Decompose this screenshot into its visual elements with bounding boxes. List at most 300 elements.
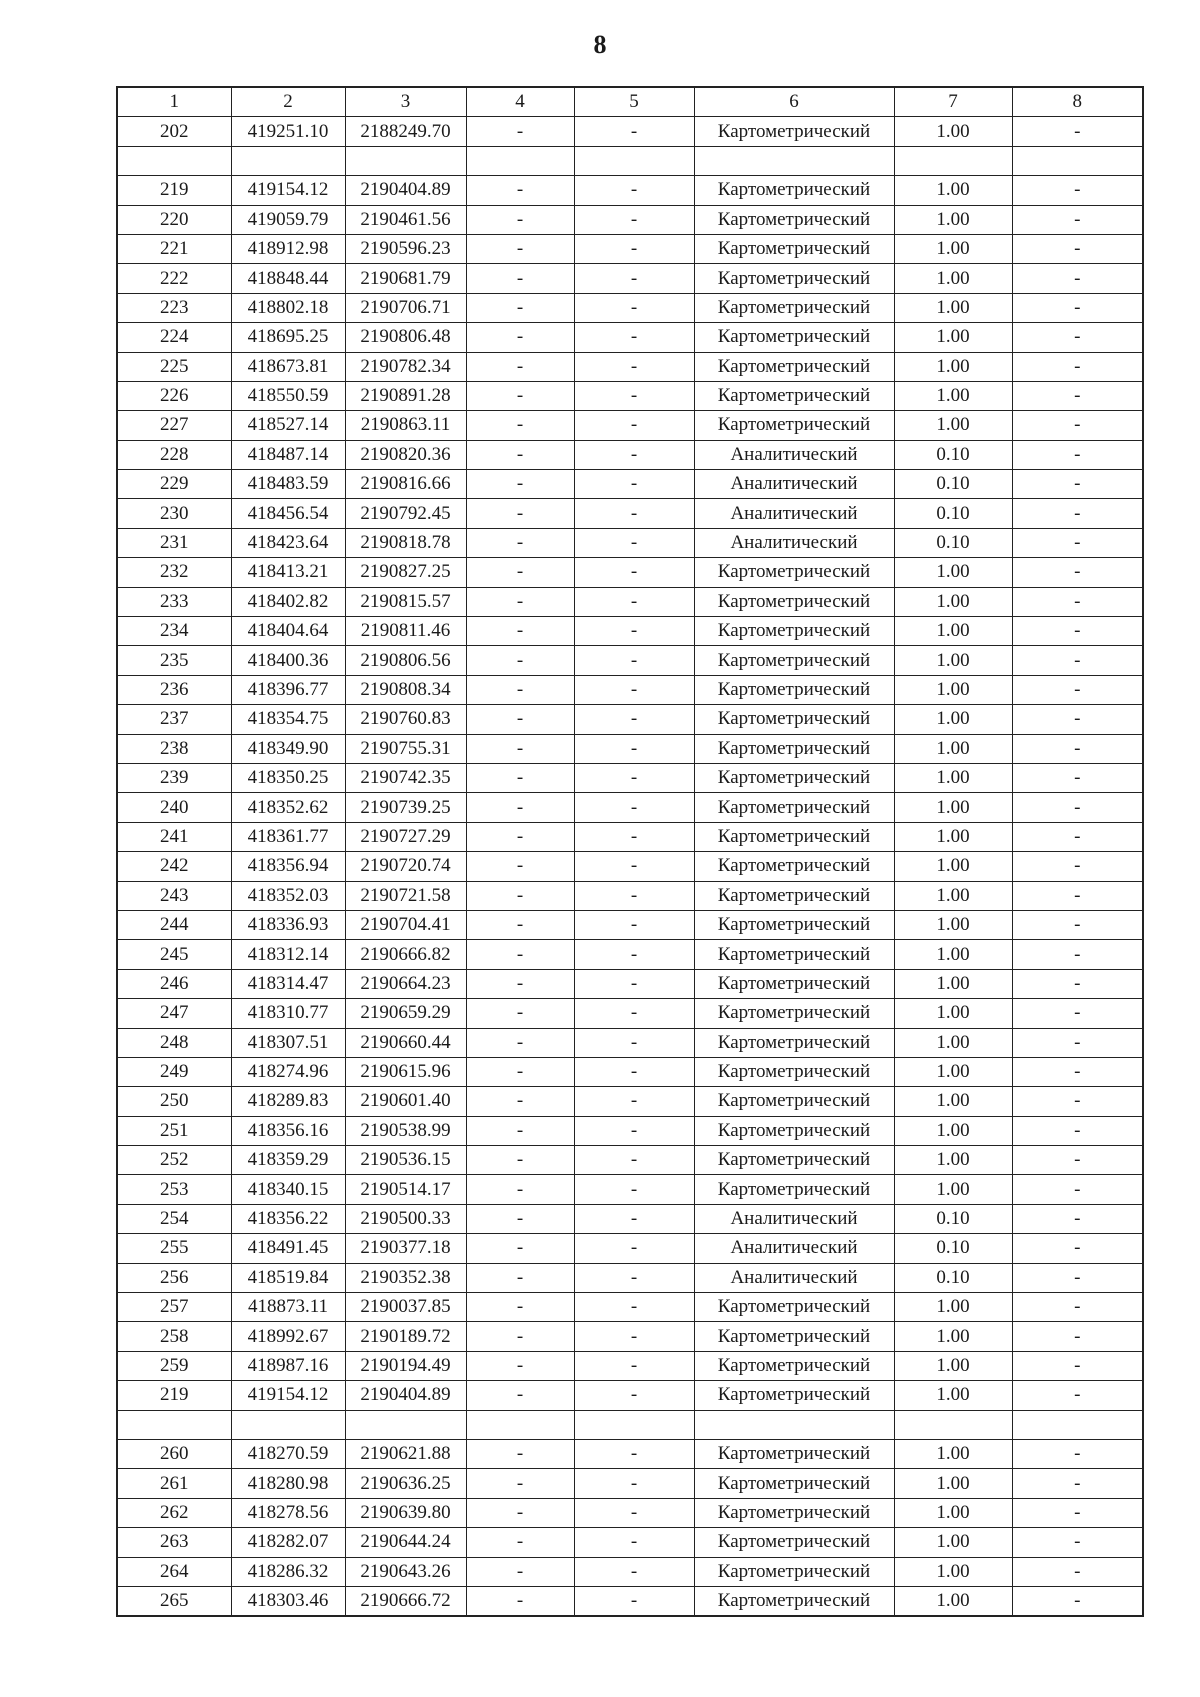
column-header: 3 — [345, 87, 466, 117]
table-row — [117, 293, 1143, 322]
table-cell: - — [574, 1498, 694, 1527]
table-cell: 2190742.35 — [345, 763, 466, 792]
table-cell: - — [1012, 1528, 1143, 1557]
table-cell: - — [574, 1116, 694, 1145]
table-cell: 418519.84 — [231, 1263, 345, 1292]
table-row — [117, 1293, 1143, 1322]
table-row — [117, 793, 1143, 822]
table-cell: 418402.82 — [231, 587, 345, 616]
table-cell: - — [466, 470, 574, 499]
table-cell: - — [574, 1234, 694, 1263]
table-cell: Картометрический — [694, 323, 894, 352]
table-cell: - — [1012, 852, 1143, 881]
table-cell: Картометрический — [694, 1146, 894, 1175]
table-cell: - — [1012, 1175, 1143, 1204]
table-cell: Картометрический — [694, 205, 894, 234]
table-cell: - — [1012, 1351, 1143, 1380]
table-cell: - — [574, 1263, 694, 1292]
table-cell: - — [466, 1204, 574, 1233]
table-cell: 236 — [117, 675, 231, 704]
table-cell: Картометрический — [694, 1322, 894, 1351]
table-cell: 418992.67 — [231, 1322, 345, 1351]
table-cell: 1.00 — [894, 763, 1012, 792]
table-cell: 2190660.44 — [345, 1028, 466, 1057]
table-cell: - — [466, 205, 574, 234]
table-cell: 240 — [117, 793, 231, 822]
table-cell: 2190189.72 — [345, 1322, 466, 1351]
table-cell: - — [1012, 617, 1143, 646]
table-cell: 239 — [117, 763, 231, 792]
table-row — [117, 1175, 1143, 1204]
table-cell: - — [1012, 1028, 1143, 1057]
table-cell: Картометрический — [694, 1028, 894, 1057]
table-cell: - — [466, 381, 574, 410]
table-cell: - — [574, 1322, 694, 1351]
table-cell: 2190704.41 — [345, 910, 466, 939]
table-cell: - — [1012, 558, 1143, 587]
table-cell: 2188249.70 — [345, 117, 466, 146]
table-cell: - — [466, 499, 574, 528]
table-cell: Картометрический — [694, 675, 894, 704]
table-cell: Аналитический — [694, 499, 894, 528]
table-cell: - — [574, 1557, 694, 1586]
table-row — [117, 1469, 1143, 1498]
table-row — [117, 205, 1143, 234]
table-cell: - — [1012, 1439, 1143, 1468]
column-header: 8 — [1012, 87, 1143, 117]
table-cell: 2190666.82 — [345, 940, 466, 969]
table-cell: 2190811.46 — [345, 617, 466, 646]
table-cell: 238 — [117, 734, 231, 763]
table-cell: 418404.64 — [231, 617, 345, 646]
table-cell: - — [574, 293, 694, 322]
table-cell: 241 — [117, 822, 231, 851]
table-cell: 418491.45 — [231, 1234, 345, 1263]
table-cell: 221 — [117, 234, 231, 263]
table-cell: 418286.32 — [231, 1557, 345, 1586]
table-cell: - — [466, 352, 574, 381]
table-cell: Картометрический — [694, 969, 894, 998]
table-cell: - — [574, 617, 694, 646]
table-cell: 418352.03 — [231, 881, 345, 910]
table-cell: 2190643.26 — [345, 1557, 466, 1586]
table-cell: Картометрический — [694, 1557, 894, 1586]
table-cell: 418361.77 — [231, 822, 345, 851]
table-cell: - — [466, 1528, 574, 1557]
table-cell: 243 — [117, 881, 231, 910]
table-cell: 263 — [117, 1528, 231, 1557]
table-cell: 418282.07 — [231, 1528, 345, 1557]
table-cell: 2190816.66 — [345, 470, 466, 499]
table-cell: 1.00 — [894, 705, 1012, 734]
table-cell: 0.10 — [894, 1204, 1012, 1233]
table-cell: - — [574, 528, 694, 557]
table-cell: - — [574, 264, 694, 293]
table-cell: - — [574, 1351, 694, 1380]
table-cell: - — [466, 646, 574, 675]
table-cell: - — [574, 881, 694, 910]
table-cell: - — [1012, 352, 1143, 381]
table-cell: - — [466, 822, 574, 851]
table-cell: - — [466, 940, 574, 969]
table-cell: 419251.10 — [231, 117, 345, 146]
table-cell: - — [574, 793, 694, 822]
table-cell: - — [1012, 1557, 1143, 1586]
table-cell: - — [574, 176, 694, 205]
table-cell: 2190727.29 — [345, 822, 466, 851]
table-row — [117, 675, 1143, 704]
table-cell: 252 — [117, 1146, 231, 1175]
table-cell: 250 — [117, 1087, 231, 1116]
table-cell: - — [1012, 763, 1143, 792]
table-cell: 418483.59 — [231, 470, 345, 499]
table-row — [117, 146, 1143, 175]
table-row — [117, 176, 1143, 205]
table-cell — [117, 1410, 231, 1439]
table-cell: 418270.59 — [231, 1439, 345, 1468]
table-cell: 225 — [117, 352, 231, 381]
table-cell: 418673.81 — [231, 352, 345, 381]
table-cell: 1.00 — [894, 1498, 1012, 1527]
table-cell: 1.00 — [894, 1146, 1012, 1175]
table-cell: - — [466, 1175, 574, 1204]
table-row — [117, 1322, 1143, 1351]
table-row — [117, 822, 1143, 851]
table-cell: - — [1012, 793, 1143, 822]
table-cell: Картометрический — [694, 617, 894, 646]
table-cell: 2190721.58 — [345, 881, 466, 910]
table-cell: - — [466, 440, 574, 469]
table-cell: 1.00 — [894, 1322, 1012, 1351]
table-cell: 418396.77 — [231, 675, 345, 704]
table-cell: Картометрический — [694, 734, 894, 763]
table-cell: - — [466, 1469, 574, 1498]
table-row — [117, 352, 1143, 381]
table-row — [117, 1116, 1143, 1145]
table-cell — [1012, 1410, 1143, 1439]
table-row — [117, 470, 1143, 499]
table-cell: 253 — [117, 1175, 231, 1204]
table-cell: 228 — [117, 440, 231, 469]
table-cell: 418550.59 — [231, 381, 345, 410]
table-cell: 418873.11 — [231, 1293, 345, 1322]
table-cell: 223 — [117, 293, 231, 322]
table-row — [117, 969, 1143, 998]
table-cell: 2190536.15 — [345, 1146, 466, 1175]
table-cell: 261 — [117, 1469, 231, 1498]
table-cell: - — [466, 1498, 574, 1527]
table-cell: 418336.93 — [231, 910, 345, 939]
table-cell: - — [466, 176, 574, 205]
table-cell: - — [466, 1439, 574, 1468]
table-row — [117, 381, 1143, 410]
table-cell: - — [1012, 587, 1143, 616]
table-cell: - — [574, 705, 694, 734]
table-row — [117, 1439, 1143, 1468]
table-cell: 2190664.23 — [345, 969, 466, 998]
table-cell: Картометрический — [694, 705, 894, 734]
table-cell: 418487.14 — [231, 440, 345, 469]
table-cell: - — [574, 822, 694, 851]
table-cell: - — [466, 293, 574, 322]
table-cell — [694, 146, 894, 175]
table-cell: - — [466, 1586, 574, 1616]
table-cell: 1.00 — [894, 1381, 1012, 1410]
table-cell: - — [574, 675, 694, 704]
table-cell — [694, 1410, 894, 1439]
column-header: 7 — [894, 87, 1012, 117]
table-cell: 2190782.34 — [345, 352, 466, 381]
table-cell: Картометрический — [694, 1175, 894, 1204]
table-cell: 418695.25 — [231, 323, 345, 352]
table-cell: 0.10 — [894, 1263, 1012, 1292]
table-cell: Картометрический — [694, 176, 894, 205]
table-cell: - — [1012, 675, 1143, 704]
table-cell: - — [466, 734, 574, 763]
table-row — [117, 323, 1143, 352]
table-cell — [1012, 146, 1143, 175]
table-cell: 1.00 — [894, 1116, 1012, 1145]
table-cell: 1.00 — [894, 793, 1012, 822]
table-cell: - — [466, 558, 574, 587]
table-cell: 418354.75 — [231, 705, 345, 734]
table-cell: 2190808.34 — [345, 675, 466, 704]
table-cell: - — [1012, 381, 1143, 410]
table-cell: 254 — [117, 1204, 231, 1233]
table-cell: 219 — [117, 176, 231, 205]
table-cell: Аналитический — [694, 528, 894, 557]
table-cell: Картометрический — [694, 1293, 894, 1322]
table-cell: - — [574, 440, 694, 469]
table-cell: 418280.98 — [231, 1469, 345, 1498]
table-cell: 1.00 — [894, 852, 1012, 881]
table-cell: 1.00 — [894, 234, 1012, 263]
table-cell: - — [1012, 528, 1143, 557]
table-row — [117, 1263, 1143, 1292]
table-cell: - — [574, 411, 694, 440]
table-cell: - — [1012, 940, 1143, 969]
table-cell: 2190596.23 — [345, 234, 466, 263]
table-cell: 1.00 — [894, 1175, 1012, 1204]
table-cell — [574, 146, 694, 175]
table-cell: - — [1012, 1087, 1143, 1116]
table-cell: 419154.12 — [231, 1381, 345, 1410]
table-cell: 2190820.36 — [345, 440, 466, 469]
table-row — [117, 1057, 1143, 1086]
table-cell: - — [574, 1528, 694, 1557]
table-cell: Картометрический — [694, 763, 894, 792]
table-cell: Картометрический — [694, 1439, 894, 1468]
table-cell: - — [574, 205, 694, 234]
table-cell: - — [1012, 1586, 1143, 1616]
table-cell: - — [574, 499, 694, 528]
table-cell: 418400.36 — [231, 646, 345, 675]
table-cell: - — [1012, 969, 1143, 998]
table-cell: - — [574, 646, 694, 675]
table-cell: - — [1012, 470, 1143, 499]
table-cell: 1.00 — [894, 117, 1012, 146]
table-cell: - — [466, 617, 574, 646]
table-cell: 258 — [117, 1322, 231, 1351]
table-cell: 229 — [117, 470, 231, 499]
table-cell: Аналитический — [694, 1263, 894, 1292]
table-cell: 2190404.89 — [345, 1381, 466, 1410]
table-cell: 1.00 — [894, 881, 1012, 910]
table-cell: 232 — [117, 558, 231, 587]
table-cell: Картометрический — [694, 1351, 894, 1380]
table-cell — [345, 146, 466, 175]
table-cell: 2190639.80 — [345, 1498, 466, 1527]
table-cell: - — [466, 793, 574, 822]
table-cell: 2190739.25 — [345, 793, 466, 822]
table-cell: - — [1012, 264, 1143, 293]
table-cell — [574, 1410, 694, 1439]
table-cell: 1.00 — [894, 1293, 1012, 1322]
table-cell: Аналитический — [694, 470, 894, 499]
table-cell: 0.10 — [894, 440, 1012, 469]
table-cell: 1.00 — [894, 1586, 1012, 1616]
table-header-row — [117, 87, 1143, 117]
table-cell: 2190891.28 — [345, 381, 466, 410]
table-cell: 2190514.17 — [345, 1175, 466, 1204]
table-cell: - — [1012, 646, 1143, 675]
table-cell: 230 — [117, 499, 231, 528]
table-cell: - — [1012, 117, 1143, 146]
table-cell: 1.00 — [894, 1557, 1012, 1586]
table-row — [117, 411, 1143, 440]
table-cell: - — [1012, 822, 1143, 851]
table-cell: - — [1012, 440, 1143, 469]
table-cell: 249 — [117, 1057, 231, 1086]
table-row — [117, 117, 1143, 146]
table-cell: - — [574, 940, 694, 969]
table-row — [117, 881, 1143, 910]
table-cell: 260 — [117, 1439, 231, 1468]
table-cell: - — [574, 910, 694, 939]
table-cell: Картометрический — [694, 117, 894, 146]
table-cell: Картометрический — [694, 1116, 894, 1145]
table-cell: 251 — [117, 1116, 231, 1145]
table-cell: 418356.22 — [231, 1204, 345, 1233]
table-cell: 1.00 — [894, 1087, 1012, 1116]
table-cell: - — [1012, 176, 1143, 205]
table-cell: Картометрический — [694, 940, 894, 969]
table-cell: 259 — [117, 1351, 231, 1380]
table-cell: - — [466, 675, 574, 704]
table-cell: 418303.46 — [231, 1586, 345, 1616]
table-cell: Аналитический — [694, 1234, 894, 1263]
table-cell: 202 — [117, 117, 231, 146]
table-cell — [231, 146, 345, 175]
table-cell: 257 — [117, 1293, 231, 1322]
column-header: 6 — [694, 87, 894, 117]
table-cell: - — [466, 1381, 574, 1410]
table-cell: 418912.98 — [231, 234, 345, 263]
table-cell: 2190538.99 — [345, 1116, 466, 1145]
table-cell: 244 — [117, 910, 231, 939]
table-cell: 2190760.83 — [345, 705, 466, 734]
table-cell: - — [574, 1028, 694, 1057]
table-cell: Картометрический — [694, 234, 894, 263]
table-cell: 1.00 — [894, 1439, 1012, 1468]
table-cell: - — [466, 528, 574, 557]
table-cell: 0.10 — [894, 1234, 1012, 1263]
table-cell: - — [466, 1116, 574, 1145]
table-cell: 1.00 — [894, 381, 1012, 410]
table-body — [117, 117, 1143, 1616]
table-cell: 248 — [117, 1028, 231, 1057]
table-cell: - — [574, 1057, 694, 1086]
table-cell — [894, 146, 1012, 175]
table-cell: 418310.77 — [231, 999, 345, 1028]
table-cell: - — [574, 1293, 694, 1322]
table-cell: 1.00 — [894, 352, 1012, 381]
table-cell: 1.00 — [894, 264, 1012, 293]
table-cell: - — [574, 969, 694, 998]
table-cell: - — [574, 234, 694, 263]
table-cell: Картометрический — [694, 852, 894, 881]
table-cell: 2190755.31 — [345, 734, 466, 763]
table-cell: - — [1012, 1469, 1143, 1498]
table-cell: - — [1012, 1381, 1143, 1410]
table-cell: - — [466, 1322, 574, 1351]
table-row — [117, 1557, 1143, 1586]
table-cell: - — [574, 734, 694, 763]
table-row — [117, 558, 1143, 587]
table-cell: - — [1012, 734, 1143, 763]
table-row — [117, 646, 1143, 675]
table-row — [117, 264, 1143, 293]
table-cell: 1.00 — [894, 822, 1012, 851]
table-cell: Картометрический — [694, 822, 894, 851]
table-row — [117, 852, 1143, 881]
table-cell: 1.00 — [894, 1028, 1012, 1057]
table-cell: - — [466, 999, 574, 1028]
table-cell: 2190681.79 — [345, 264, 466, 293]
table-cell: Картометрический — [694, 646, 894, 675]
table-cell: 234 — [117, 617, 231, 646]
table-cell: - — [466, 1293, 574, 1322]
table-cell: 1.00 — [894, 940, 1012, 969]
table-cell: 1.00 — [894, 587, 1012, 616]
table-cell: 2190827.25 — [345, 558, 466, 587]
table-row — [117, 705, 1143, 734]
table-row — [117, 587, 1143, 616]
table-row — [117, 1498, 1143, 1527]
table-cell: Картометрический — [694, 381, 894, 410]
table-cell: 220 — [117, 205, 231, 234]
table-cell: - — [466, 910, 574, 939]
table-cell: - — [1012, 1322, 1143, 1351]
table-cell: - — [574, 1439, 694, 1468]
table-cell: - — [1012, 1498, 1143, 1527]
table-row — [117, 617, 1143, 646]
table-cell: - — [466, 969, 574, 998]
table-cell: 256 — [117, 1263, 231, 1292]
table-cell: Картометрический — [694, 1528, 894, 1557]
table-cell: - — [1012, 499, 1143, 528]
table-cell: 418289.83 — [231, 1087, 345, 1116]
table-cell: - — [466, 881, 574, 910]
table-cell: 1.00 — [894, 910, 1012, 939]
table-cell: 255 — [117, 1234, 231, 1263]
table-cell: 2190615.96 — [345, 1057, 466, 1086]
table-cell: - — [1012, 1204, 1143, 1233]
table-cell: - — [466, 852, 574, 881]
table-row — [117, 1146, 1143, 1175]
table-cell: 1.00 — [894, 646, 1012, 675]
table-cell — [117, 146, 231, 175]
